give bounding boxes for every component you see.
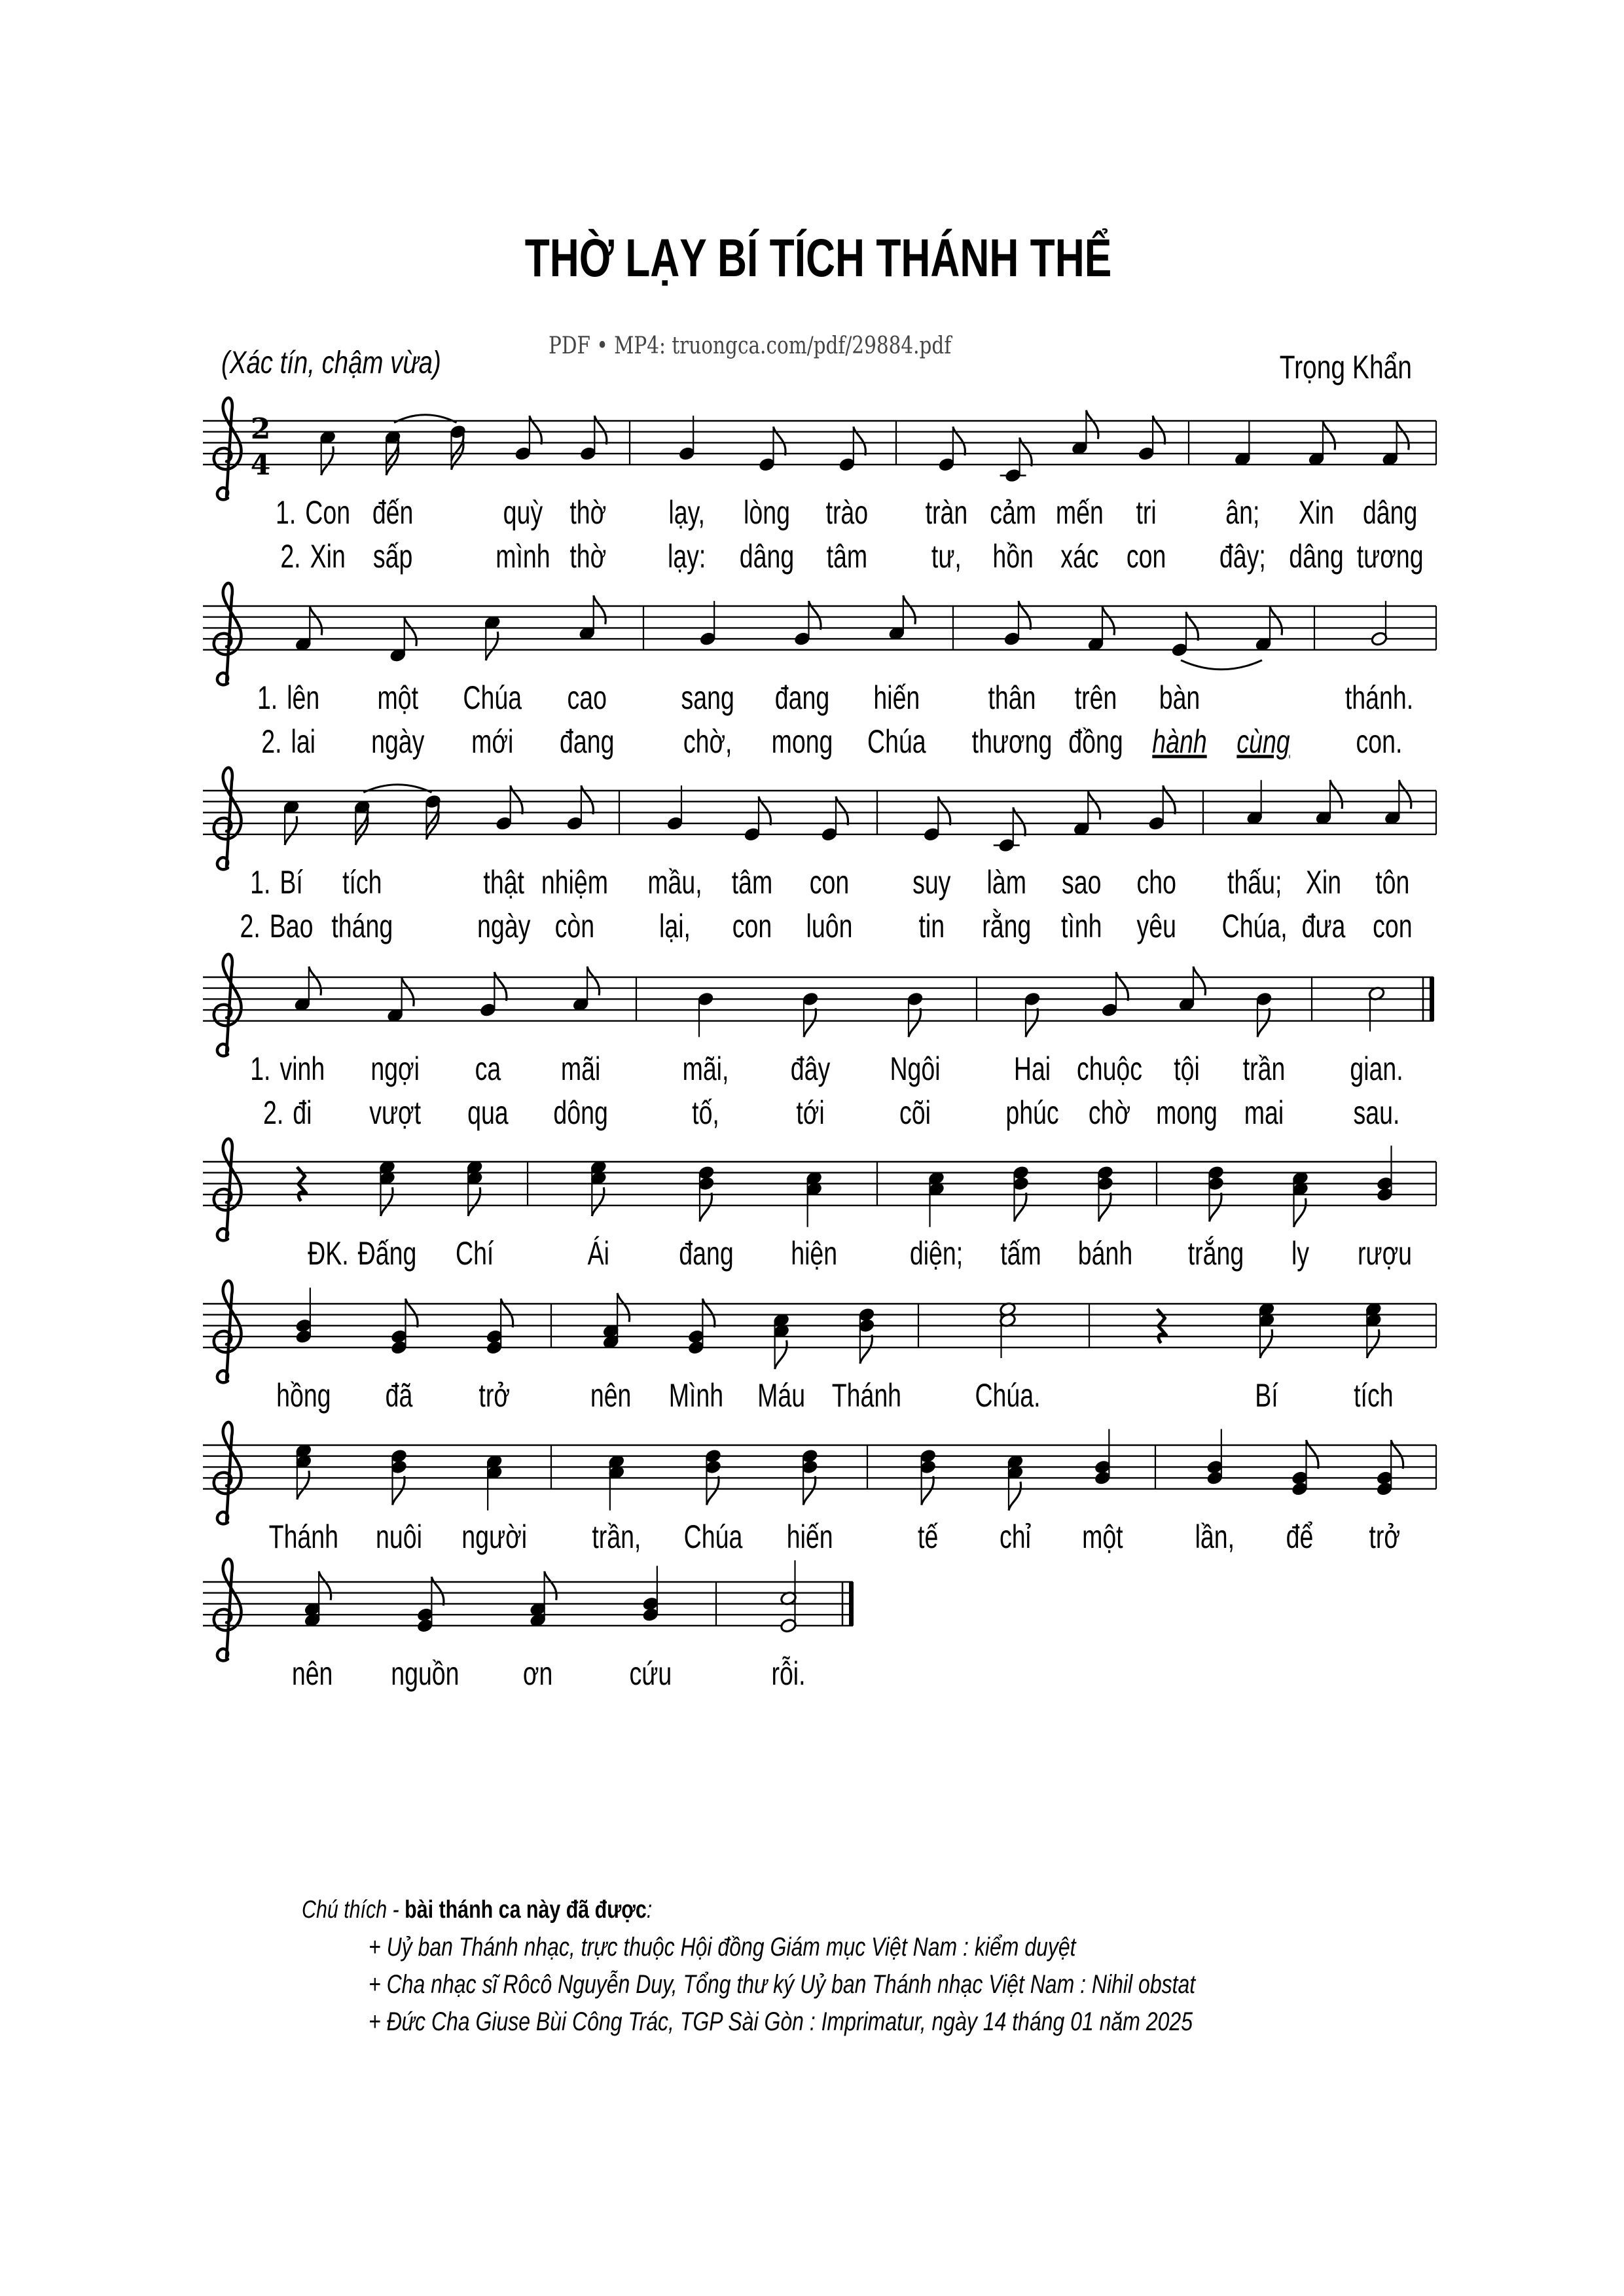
final-barline-thick [1430, 977, 1434, 1021]
lyric-syllable: đưa [1301, 908, 1346, 945]
lyric-syllable: rượu [1357, 1235, 1413, 1272]
lyric-syllable: Xin [310, 538, 346, 575]
lyric-syllable: tố, [692, 1094, 719, 1132]
tempo-marking: (Xác tín, chậm vừa) [221, 346, 441, 381]
time-signature-bottom: 4 [250, 448, 271, 482]
lyric-syllable: hiến [786, 1518, 833, 1556]
verse-number: 1. [276, 494, 297, 531]
lyric-syllable: ân; [1225, 494, 1260, 531]
lyric-syllable: Chúa [867, 723, 926, 761]
lyric-syllable: đây [790, 1050, 831, 1088]
lyric-syllable: tình [1060, 908, 1102, 945]
lyric-syllable: lần, [1195, 1518, 1235, 1556]
lyric-syllable: trên [1074, 679, 1117, 717]
verse-number: 2. [263, 1094, 284, 1132]
lyric-syllable: ca [475, 1050, 501, 1088]
lyric-syllable: chờ, [683, 723, 732, 761]
lyric-syllable: yêu [1136, 908, 1176, 945]
lyric-syllable: để [1286, 1518, 1314, 1556]
lyric-syllable: trở [1369, 1518, 1400, 1556]
time-signature-top: 2 [250, 412, 271, 446]
lyric-syllable: mến [1055, 494, 1104, 531]
lyric-syllable: mầu, [647, 864, 702, 901]
verse-number: 1. [250, 864, 271, 901]
lyric-syllable: mãi [560, 1050, 601, 1088]
lyric-syllable: hiến [873, 679, 920, 717]
lyric-syllable: Hai [1013, 1050, 1051, 1088]
lyric-syllable: tin [918, 908, 945, 945]
lyric-syllable: dông [553, 1094, 608, 1132]
lyric-syllable: cùng [1236, 723, 1290, 761]
lyric-syllable: mai [1244, 1094, 1284, 1132]
lyric-syllable: suy [912, 864, 951, 901]
lyric-syllable: thấu; [1227, 864, 1282, 901]
lyric-syllable: lai [291, 723, 316, 761]
lyric-syllable: qua [467, 1094, 509, 1132]
lyric-syllable: tấm [1000, 1235, 1041, 1272]
lyric-syllable: con [809, 864, 850, 901]
lyric-syllable: mình [496, 538, 550, 575]
source-link: PDF • MP4: truongca.com/pdf/29884.pdf [549, 331, 952, 359]
lyric-syllable: đi [293, 1094, 312, 1132]
lyric-syllable: thờ [569, 494, 607, 531]
lyric-syllable: Thánh [268, 1518, 338, 1556]
verse-number: 1. [250, 1050, 271, 1088]
lyric-syllable: nhiệm [541, 864, 608, 901]
lyric-syllable: tới [796, 1094, 825, 1132]
lyric-syllable: tri [1136, 494, 1157, 531]
lyric-syllable: ngày [477, 908, 531, 945]
verse-number: 2. [240, 908, 261, 945]
lyric-syllable: luôn [806, 908, 853, 945]
lyric-syllable: Chúa [463, 679, 522, 717]
lyric-syllable: Đấng [357, 1235, 417, 1272]
lyric-syllable: diện; [909, 1235, 964, 1272]
verse-number: ĐK. [308, 1235, 349, 1272]
lyric-syllable: sao [1062, 864, 1102, 901]
lyric-syllable: vượt [369, 1094, 422, 1132]
lyric-syllable: rỗi. [771, 1655, 806, 1693]
lyric-syllable: hành [1152, 723, 1207, 761]
footer-label: Chú thích - [302, 1895, 405, 1924]
lyric-syllable: trần, [592, 1518, 641, 1556]
verse-number: 1. [257, 679, 278, 717]
lyric-syllable: mong [1156, 1094, 1218, 1132]
footer-colon: : [646, 1895, 653, 1924]
lyric-syllable: hồng [276, 1377, 331, 1414]
lyric-syllable: dâng [1289, 538, 1344, 575]
lyric-syllable: tâm [826, 538, 868, 575]
lyric-syllable: Chúa. [975, 1377, 1041, 1414]
lyric-syllable: quỳ [503, 494, 543, 531]
lyric-syllable: chuộc [1076, 1050, 1143, 1088]
lyric-syllable: lên [287, 679, 320, 717]
lyric-syllable: trở [478, 1377, 510, 1414]
lyric-syllable: đang [560, 723, 615, 761]
lyric-syllable: trắng [1187, 1235, 1244, 1272]
lyric-syllable: lại, [659, 908, 691, 945]
lyric-syllable: thánh. [1344, 679, 1414, 717]
lyric-syllable: hiện [791, 1235, 838, 1272]
footer-item: + Đức Cha Giuse Bùi Công Trác, TGP Sài Gòn : Imprimatur, ngày 14 tháng 01 năm 2025 [369, 2006, 1193, 2036]
lyric-syllable: ơn [522, 1655, 553, 1693]
lyric-syllable: đã [385, 1377, 413, 1414]
lyric-syllable: một [377, 679, 419, 717]
lyric-syllable: còn [554, 908, 595, 945]
lyric-syllable: con [1373, 908, 1413, 945]
lyric-syllable: nguồn [391, 1655, 460, 1693]
lyric-syllable: lạy: [667, 538, 706, 575]
lyric-syllable: tháng [331, 908, 393, 945]
footer-heading [302, 1896, 652, 1924]
lyric-syllable: Chí [455, 1235, 494, 1272]
lyric-syllable: nên [590, 1377, 632, 1414]
lyric-syllable: bàn [1159, 679, 1200, 717]
lyric-syllable: tế [918, 1518, 939, 1556]
lyric-syllable: Máu [757, 1377, 806, 1414]
footer-item: + Uỷ ban Thánh nhạc, trực thuộc Hội đồng Giám mục Việt Nam : kiểm duyệt [369, 1931, 1076, 1962]
lyric-syllable: cho [1136, 864, 1176, 901]
lyric-syllable: tư, [931, 538, 962, 575]
lyric-syllable: cao [567, 679, 607, 717]
lyric-syllable: chỉ [1000, 1518, 1031, 1556]
lyric-syllable: phúc [1005, 1094, 1059, 1132]
lyric-syllable: Mình [668, 1377, 724, 1414]
lyric-syllable: ngày [371, 723, 425, 761]
lyric-syllable: thân [988, 679, 1036, 717]
lyric-syllable: sấp [372, 538, 413, 575]
lyric-syllable: xác [1060, 538, 1099, 575]
lyric-syllable: con [1126, 538, 1166, 575]
lyric-syllable: tương [1356, 538, 1424, 575]
footer-item: + Cha nhạc sĩ Rôcô Nguyễn Duy, Tổng thư ký Uỷ ban Thánh nhạc Việt Nam : Nihil obstat [369, 1969, 1196, 1999]
lyric-syllable: đang [679, 1235, 734, 1272]
final-barline-thick [849, 1582, 854, 1626]
lyric-syllable: Xin [1298, 494, 1335, 531]
lyric-syllable: Bí [280, 864, 303, 901]
lyric-syllable: hồn [992, 538, 1034, 575]
lyric-syllable: ngợi [370, 1050, 420, 1088]
lyric-syllable: con. [1356, 723, 1403, 761]
lyric-syllable: đây; [1219, 538, 1266, 575]
lyric-syllable: nuôi [376, 1518, 422, 1556]
lyric-syllable: ly [1291, 1235, 1310, 1272]
lyric-syllable: mong [771, 723, 833, 761]
lyric-syllable: đồng [1068, 723, 1123, 761]
lyric-syllable: trào [825, 494, 869, 531]
lyric-syllable: con [732, 908, 772, 945]
lyric-syllable: dâng [739, 538, 795, 575]
lyric-syllable: tôn [1375, 864, 1410, 901]
lyric-syllable: cõi [899, 1094, 931, 1132]
lyric-syllable: cảm [990, 494, 1037, 531]
lyric-syllable: dâng [1362, 494, 1418, 531]
lyric-syllable: làm [986, 864, 1026, 901]
song-title: THỜ LẠY BÍ TÍCH THÁNH THỂ [524, 228, 1112, 289]
lyric-syllable: một [1082, 1518, 1123, 1556]
lyric-syllable: gian. [1350, 1050, 1403, 1088]
lyric-syllable: trần [1242, 1050, 1286, 1088]
lyric-syllable: lạy, [668, 494, 705, 531]
lyric-syllable: Ngôi [890, 1050, 941, 1088]
verse-number: 2. [261, 723, 282, 761]
lyric-syllable: vinh [280, 1050, 325, 1088]
lyric-syllable: Xin [1305, 864, 1342, 901]
lyric-syllable: rằng [982, 908, 1032, 945]
lyric-syllable: tích [1354, 1377, 1394, 1414]
lyric-syllable: tâm [731, 864, 773, 901]
lyric-syllable: thương [971, 723, 1053, 761]
lyric-syllable: thật [483, 864, 524, 901]
lyric-syllable: Chúa, [1221, 908, 1288, 945]
lyric-syllable: sang [681, 679, 734, 717]
lyric-syllable: Con [305, 494, 351, 531]
lyric-syllable: sau. [1353, 1094, 1400, 1132]
lyric-syllable: người [461, 1518, 528, 1556]
lyric-syllable: bánh [1077, 1235, 1133, 1272]
lyric-syllable: lòng [744, 494, 790, 531]
lyric-syllable: nên [291, 1655, 333, 1693]
lyric-syllable: Bí [1255, 1377, 1278, 1414]
footer-label-bold: bài thánh ca này đã được [405, 1895, 647, 1924]
lyric-syllable: Chúa [683, 1518, 743, 1556]
lyric-syllable: chờ [1088, 1094, 1131, 1132]
lyric-syllable: tràn [925, 494, 968, 531]
lyric-syllable: cứu [629, 1655, 672, 1693]
composer-name: Trọng Khẩn [1279, 348, 1412, 386]
lyric-syllable: mãi, [682, 1050, 729, 1088]
lyric-syllable: đến [372, 494, 414, 531]
lyric-syllable: Ái [587, 1235, 610, 1272]
lyric-syllable: tội [1174, 1050, 1200, 1088]
lyric-syllable: đang [774, 679, 830, 717]
verse-number: 2. [280, 538, 301, 575]
lyric-syllable: mới [471, 723, 514, 761]
lyric-syllable: tích [342, 864, 382, 901]
lyric-syllable: Bao [269, 908, 314, 945]
lyric-syllable: thờ [569, 538, 607, 575]
lyric-syllable: Thánh [831, 1377, 902, 1414]
